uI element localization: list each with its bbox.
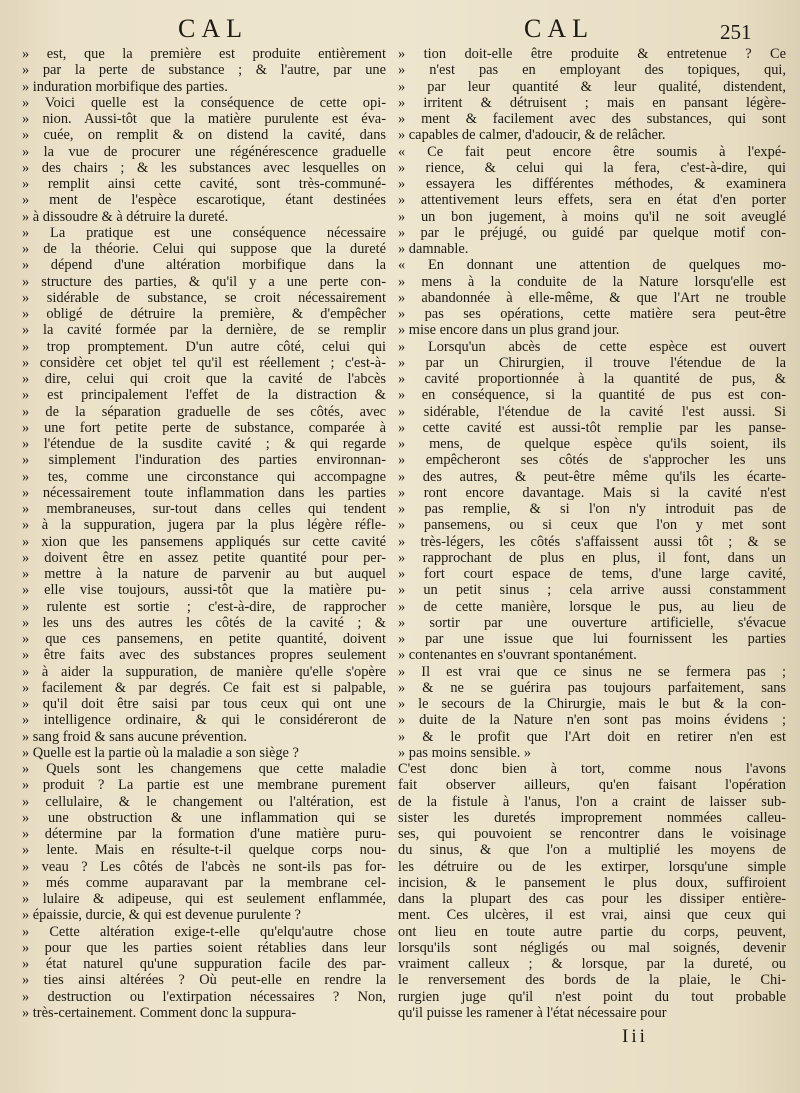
text-line: » produit ? La partie est une membrane purement xyxy=(22,777,386,794)
text-line: » mettre à la nature de parvenir au but auquel xyxy=(22,566,386,582)
text-line: » més comme auparavant par la membrane cel- xyxy=(22,874,386,891)
text-line: les détruire ou de les extirper, lorsqu'une simple xyxy=(398,858,786,875)
text-line: » trop promptement. D'un autre côté, celui qui xyxy=(22,338,386,355)
text-line: » est, que la première est produite entièrement xyxy=(22,46,386,62)
text-line: sister les duretés improprement nommées calleu- xyxy=(398,809,786,826)
text-line: » Il est vrai que ce sinus ne se fermera pas ; xyxy=(398,663,786,680)
text-line: » une fort petite perte de substance, comparée à xyxy=(22,419,386,436)
text-line: C'est donc bien à tort, comme nous l'avons xyxy=(398,761,786,777)
text-line: vraiment calleux ; & lorsque, par la dureté, ou xyxy=(398,956,786,972)
text-line: » elle vise toujours, aussi-tôt que la matière pu- xyxy=(22,582,386,599)
text-line: » des autres, & peut-être même qu'ils les écarte- xyxy=(398,468,786,485)
text-line: » des chairs ; & les substances avec lesquelles on xyxy=(22,159,386,176)
text-line: » un bon jugement, à moins qu'il ne soit aveuglé xyxy=(398,208,786,225)
text-line: » pas moins sensible. » xyxy=(398,744,532,761)
left-text-column xyxy=(22,46,386,1021)
text-line: fait observer ailleurs, qu'en faisant l'opération xyxy=(398,777,786,794)
text-line: » attentivement leurs effets, sera en état d'en porter xyxy=(398,192,786,209)
text-line: » obligé de détruire la première, & d'empêcher xyxy=(22,306,386,322)
text-line: » structure des parties, & qu'il y a une perte con- xyxy=(22,273,386,290)
text-line: « Ce fait peut encore être soumis à l'expé- xyxy=(398,143,786,160)
text-line: » damnable. xyxy=(398,241,469,257)
text-line: rurgien juge qu'il n'est point du tout probable xyxy=(398,988,786,1005)
running-header xyxy=(0,8,800,48)
text-line: » être faits avec des substances propres seulement xyxy=(22,647,386,664)
text-line: » pas ses opérations, cette matière sera peut-être xyxy=(398,306,786,322)
text-line: » à dissoudre & à détruire la dureté. xyxy=(22,208,229,225)
text-line: » sidérable de substance, se croit nécessairement xyxy=(22,289,386,306)
text-line: » mens, de quelque espèce qu'ils soient, ils xyxy=(398,436,786,452)
text-line: » de cette manière, lorsque le pus, au lieu de xyxy=(398,598,786,615)
text-line: » Quelle est la partie où la maladie a son siège ? xyxy=(22,744,299,761)
text-line: » abandonnée à elle-même, & que l'Art ne trouble xyxy=(398,289,786,306)
text-line: » nion. Aussi-tôt que la matière purulente est éva- xyxy=(22,111,386,127)
text-line: » mens à la conduite de la Nature lorsqu'elle est xyxy=(398,273,786,290)
text-line: ont lieu en toute autre partie du corps, peuvent, xyxy=(398,923,786,940)
text-line: » en conséquence, si la quantité de pus est con- xyxy=(398,387,786,404)
text-line: » essayera les différentes méthodes, & examinera xyxy=(398,176,786,192)
text-line: » par un Chirurgien, il trouve l'étendue de la xyxy=(398,354,786,371)
text-line: » ment & facilement avec des substances, qui sont xyxy=(398,111,786,127)
text-line: » capables de calmer, d'adoucir, & de relâcher. xyxy=(398,127,666,144)
text-line: » détermine par la formation d'une matière puru- xyxy=(22,826,386,842)
text-line: » irritent & détruisent ; mais en pansant légère- xyxy=(398,94,786,111)
text-line: » Cette altération exige-t-elle qu'elqu'autre chose xyxy=(22,923,386,940)
text-line: » nécessairement toute inflammation dans les parties xyxy=(22,484,386,501)
text-line: » empêcheront ses côtés de s'approcher les uns xyxy=(398,452,786,469)
text-line: » & ne se guérira pas toujours parfaitement, sans xyxy=(398,679,786,696)
text-line: » tes, comme une circonstance qui accompagne xyxy=(22,468,386,485)
text-line: » & le profit que l'Art doit en retirer n'en est xyxy=(398,728,786,745)
text-line: » pas remplie, & si l'on n'y introduit pas de xyxy=(398,501,786,517)
text-line: » à aider la suppuration, de manière qu'elle s'opère xyxy=(22,663,386,680)
text-line: » pour que les parties soient rétablies dans leur xyxy=(22,939,386,956)
header-right-word: CAL xyxy=(524,14,594,43)
text-line: » cette cavité est aussi-tôt remplie par les panse- xyxy=(398,419,786,436)
text-line: » de la séparation graduelle de ses côtés, avec xyxy=(22,403,386,420)
right-text-column xyxy=(398,46,786,1021)
text-line: » que ces pansemens, en petite quantité, doivent xyxy=(22,631,386,647)
text-line: » lulaire & adipeuse, qui est seulement enflammée, xyxy=(22,891,386,907)
text-line: » mise encore dans un plus grand jour. xyxy=(398,322,620,339)
text-line: du sinus, & que l'on a multiplié les moyens de xyxy=(398,842,786,859)
text-line: » est principalement l'effet de la distraction & xyxy=(22,387,386,404)
text-line: » une obstruction & une inflammation qui se xyxy=(22,809,386,826)
signature-mark: Iii xyxy=(622,1026,648,1047)
text-line: » La pratique est une conséquence nécessaire xyxy=(22,224,386,241)
text-line: » cuée, on remplit & on distend la cavité, dans xyxy=(22,127,386,144)
text-line: » ties ainsi altérées ? Où peut-elle en rendre la xyxy=(22,972,386,989)
text-line: » par une issue que lui fournissent les parties xyxy=(398,631,786,647)
text-line: » dire, celui qui croit que la cavité de l'abcès xyxy=(22,371,386,387)
text-line: » n'est pas en employant des topiques, qui, xyxy=(398,62,786,79)
text-line: » état naturel qu'une suppuration facile des par- xyxy=(22,956,386,972)
text-line: » cavité proportionnée à la quantité de pus, & xyxy=(398,371,786,387)
text-line: ses, qui pouvoient se rencontrer dans le voisinage xyxy=(398,826,786,842)
text-line: » de la théorie. Celui qui suppose que la dureté xyxy=(22,241,386,257)
text-line: » veau ? Les côtés de l'abcès ne sont-ils pas for- xyxy=(22,858,386,875)
text-line: » ront encore davantage. Mais si la cavité n'est xyxy=(398,484,786,501)
text-line: dans la plupart des cas pour les dissiper entière- xyxy=(398,891,786,907)
text-line: » cellulaire, & le changement ou l'altération, est xyxy=(22,793,386,810)
text-line: » par leur quantité & leur qualité, distendent, xyxy=(398,78,786,95)
text-line: » sang froid & sans aucune prévention. xyxy=(22,728,247,745)
text-line: » Quels sont les changemens que cette maladie xyxy=(22,761,386,777)
text-line: » Lorsqu'un abcès de cette espèce est ouvert xyxy=(398,338,786,355)
text-line: » ment de l'espèce escarotique, étant destinées xyxy=(22,192,386,209)
text-line: » très-légers, les côtés s'affaissent aussi tôt ; & se xyxy=(398,533,786,550)
text-line: lorsqu'ils sont négligés ou mal soignés, devenir xyxy=(398,939,786,956)
text-line: » xion que les pansemens appliqués sur cette cavité xyxy=(22,533,386,550)
text-line: » remplit ainsi cette cavité, sont très-communé- xyxy=(22,176,386,192)
text-line: » les uns des autres les côtés de la cavité ; & xyxy=(22,614,386,631)
text-line: incision, & le pansement le plus doux, suffiroient xyxy=(398,874,786,891)
text-line: » simplement l'induration des parties environnan- xyxy=(22,452,386,469)
text-line: » rience, & celui qui la fera, c'est-à-dire, qui xyxy=(398,159,786,176)
text-line: » la cavité formée par la dernière, de se remplir xyxy=(22,322,386,339)
text-line: » considère cet objet tel qu'il est réellement ; c'est-à- xyxy=(22,354,386,371)
text-line: » doivent être en assez petite quantité pour per- xyxy=(22,549,386,566)
text-line: » contenantes en s'ouvrant spontanément. xyxy=(398,647,637,664)
text-line: » un petit sinus ; cela arrive aussi constamment xyxy=(398,582,786,599)
text-line: » destruction ou l'extirpation nécessaires ? Non, xyxy=(22,988,386,1005)
text-line: » dépend d'une altération morbifique dans la xyxy=(22,257,386,274)
text-line: » duite de la Nature n'en sont pas moins évidens ; xyxy=(398,712,786,729)
text-line: » facilement & par degrés. Ce fait est si palpable, xyxy=(22,679,386,696)
text-line: » sidérable, l'étendue de la cavité l'est aussi. Si xyxy=(398,403,786,420)
text-line: » qu'il doit être saisi par tous ceux qui ont une xyxy=(22,696,386,712)
text-line: » le secours de la Chirurgie, mais le but & la con- xyxy=(398,696,786,712)
text-line: » rulente est sortie ; c'est-à-dire, de rapprocher xyxy=(22,598,386,615)
text-line: » induration morbifique des parties. xyxy=(22,78,228,95)
text-line: » intelligence ordinaire, & qui le considéreront de xyxy=(22,712,386,729)
page-number: 251 xyxy=(720,20,752,44)
text-line: » par la perte de substance ; & l'autre, par une xyxy=(22,62,386,79)
header-left-word: CAL xyxy=(178,14,248,43)
text-line: » lente. Mais en résulte-t-il quelque corps nou- xyxy=(22,842,386,859)
text-line: » par le préjugé, ou guidé par quelque motif con- xyxy=(398,224,786,241)
text-line: » fort court espace de tems, d'une large cavité, xyxy=(398,566,786,582)
text-line: » l'étendue de la susdite cavité ; & qui regarde xyxy=(22,436,386,452)
text-line: le renversement des bords de la plaie, le Chi- xyxy=(398,972,786,989)
text-line: qu'il puisse les ramener à l'état nécessaire pour xyxy=(398,1004,667,1021)
text-line: » pansemens, ou si ceux que l'on y met sont xyxy=(398,517,786,534)
text-line: » très-certainement. Comment donc la suppura- xyxy=(22,1004,297,1021)
text-line: « En donnant une attention de quelques mo- xyxy=(398,257,786,274)
text-line: » Voici quelle est la conséquence de cette opi- xyxy=(22,94,386,111)
text-line: » épaissie, durcie, & qui est devenue purulente ? xyxy=(22,907,301,924)
text-line: de la fistule à l'anus, l'on a craint de laisser sub- xyxy=(398,793,786,810)
text-line: » tion doit-elle être produite & entretenue ? Ce xyxy=(398,46,786,62)
text-line: » sortir par une ouverture artificielle, s'évacue xyxy=(398,614,786,631)
text-line: » rapprochant de plus en plus, il font, dans un xyxy=(398,549,786,566)
text-line: » la vue de procurer une régénérescence graduelle xyxy=(22,143,386,160)
text-line: » à la suppuration, jugera par la plus légère réfle- xyxy=(22,517,386,534)
text-line: ment. Ces ulcères, il est vrai, ainsi que ceux qui xyxy=(398,907,786,924)
text-line: » membraneuses, sur-tout dans celles qui tendent xyxy=(22,501,386,517)
